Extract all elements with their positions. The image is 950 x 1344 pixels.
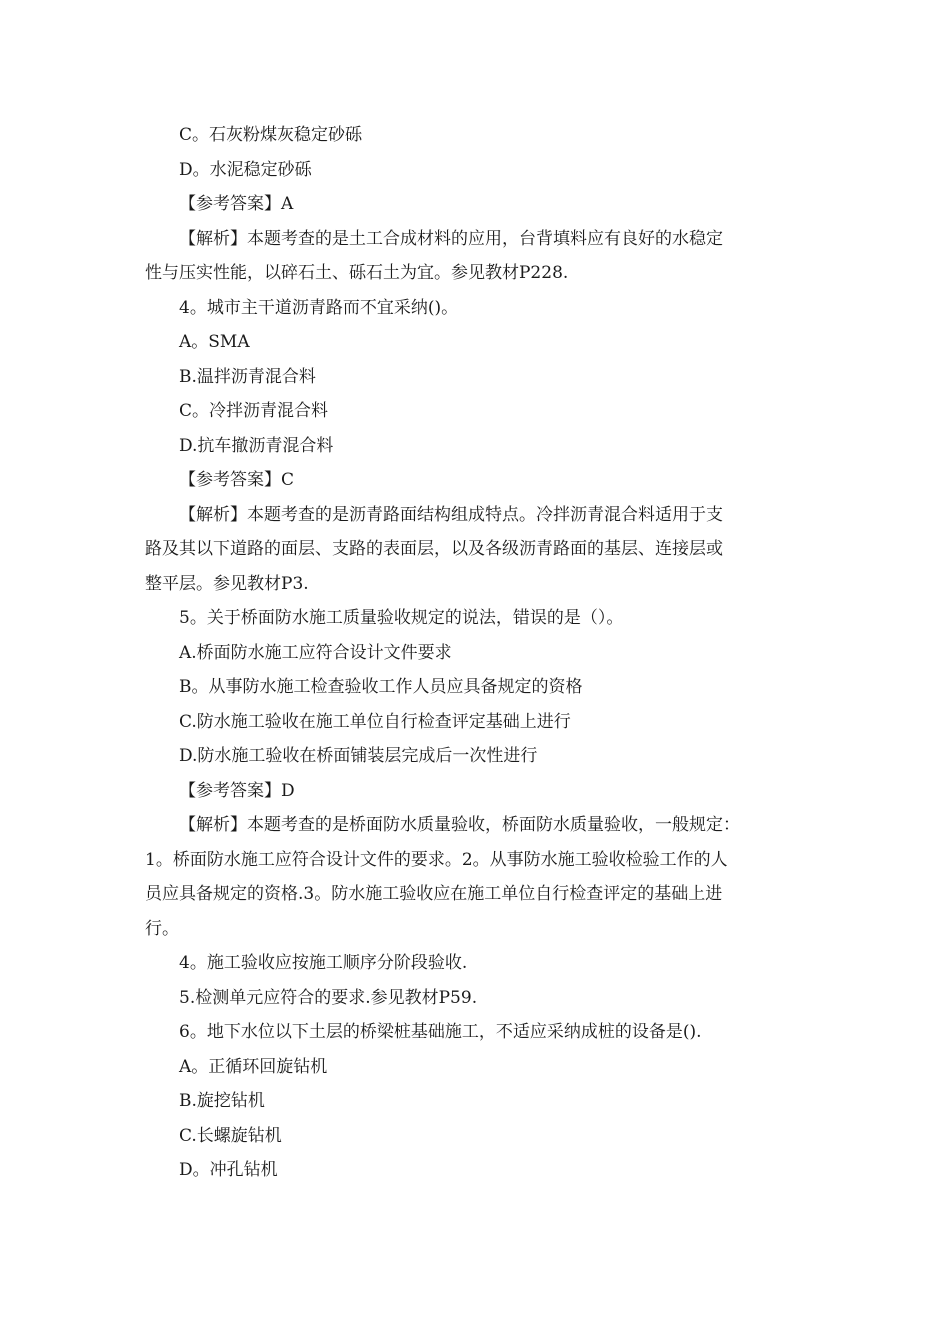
analysis-item-5: 5.检测单元应符合的要求.参见教材P59.: [179, 987, 478, 1008]
option-a-line: A.桥面防水施工应符合设计文件要求: [179, 642, 452, 663]
reference-answer: 【参考答案】C: [179, 470, 295, 490]
analysis-paragraph-line: 【解析】本题考查的是沥青路面结构组成特点。冷拌沥青混合料适用于支: [179, 504, 723, 525]
option-a-line: A。正循环回旋钻机: [179, 1056, 328, 1077]
document-body: [145, 118, 810, 1188]
reference-answer: 【参考答案】D: [179, 780, 295, 801]
option-b-line: B。从事防水施工检查验收工作人员应具备规定的资格: [179, 677, 583, 697]
option-c-line: C.防水施工验收在施工单位自行检查评定基础上进行: [179, 711, 571, 732]
option-b-line: B.旋挖钻机: [179, 1091, 265, 1111]
analysis-paragraph-line: 1。桥面防水施工应符合设计文件的要求。2。从事防水施工验收检验工作的人: [145, 849, 728, 870]
analysis-item-4: 4。施工验收应按施工顺序分阶段验收.: [179, 953, 468, 973]
analysis-paragraph-line: 【解析】本题考查的是土工合成材料的应用，台背填料应有良好的水稳定: [179, 228, 723, 249]
reference-answer: 【参考答案】A: [179, 194, 294, 214]
option-d-line: D.抗车撤沥青混合料: [179, 435, 334, 456]
analysis-paragraph-line: 性与压实性能，以碎石土、砾石土为宜。参见教材P228.: [145, 263, 569, 283]
option-c-line: C.长螺旋钻机: [179, 1125, 282, 1146]
question-5: 5。关于桥面防水施工质量验收规定的说法，错误的是（）。: [179, 608, 624, 628]
question-4: 4。城市主干道沥青路而不宜采纳()。: [179, 297, 459, 318]
analysis-paragraph-line: 【解析】本题考查的是桥面防水质量验收，桥面防水质量验收，一般规定：: [179, 815, 740, 835]
analysis-paragraph-line: 整平层。参见教材P3.: [145, 573, 309, 594]
analysis-paragraph-line: 行。: [145, 918, 179, 939]
option-c-line: C。冷拌沥青混合料: [179, 401, 329, 421]
analysis-paragraph-line: 员应具备规定的资格.3。防水施工验收应在施工单位自行检查评定的基础上进: [145, 884, 723, 904]
option-b-line: B.温拌沥青混合料: [179, 366, 316, 387]
option-d-line: D。水泥稳定砂砾: [179, 159, 312, 180]
option-d-line: D。冲孔钻机: [179, 1160, 278, 1180]
analysis-paragraph-line: 路及其以下道路的面层、支路的表面层，以及各级沥青路面的基层、连接层或: [145, 539, 723, 559]
option-c-line: C。石灰粉煤灰稳定砂砾: [179, 125, 363, 145]
option-d-line: D.防水施工验收在桥面铺装层完成后一次性进行: [179, 746, 538, 766]
question-6: 6。地下水位以下土层的桥梁桩基础施工，不适应采纳成桩的设备是().: [179, 1022, 702, 1042]
option-a-line: A。SMA: [179, 332, 250, 352]
